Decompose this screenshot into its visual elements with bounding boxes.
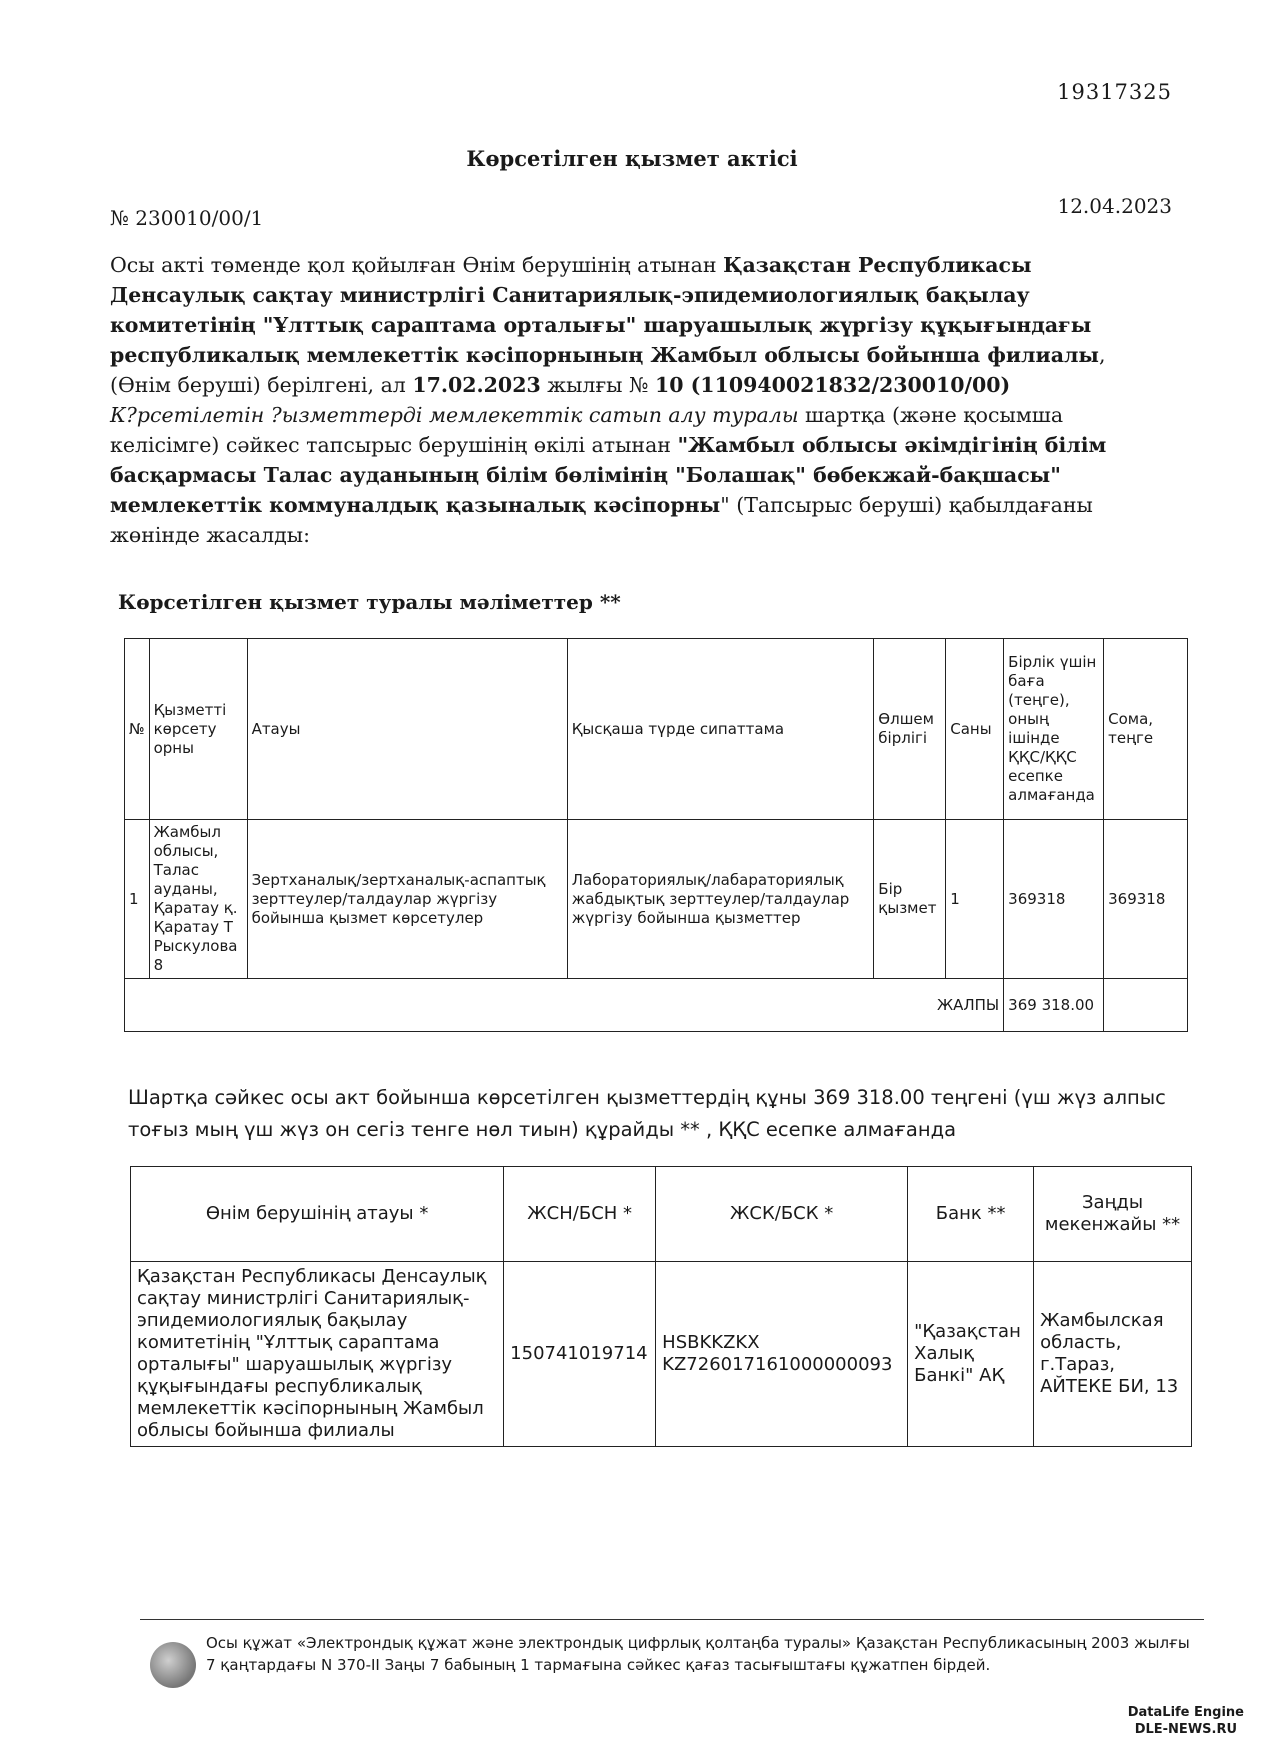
act-number: № 230010/00/1	[110, 206, 264, 230]
col-header-bank: Банк **	[908, 1167, 1034, 1262]
supplier-bank: "Қазақстан Халық Банкі" АҚ	[908, 1262, 1034, 1447]
act-date: 12.04.2023	[1057, 194, 1172, 218]
supplier-bin: 150741019714	[504, 1262, 656, 1447]
watermark-line-2: DLE-NEWS.RU	[1134, 1722, 1238, 1737]
col-header-description: Қысқаша түрде сипаттама	[567, 639, 874, 820]
services-table	[124, 638, 1188, 1032]
table-row	[125, 820, 1188, 979]
supplier-iik: KZ726017161000000093	[662, 1354, 893, 1375]
supplier-bik: HSBKKZKX	[662, 1332, 760, 1353]
col-header-no: №	[125, 639, 150, 820]
row-name: Зертханалық/зертханалық-аспаптық зерттеулер/талдаулар жүргізу бойынша қызмет көрсетулер	[247, 820, 567, 979]
supplier-header-row	[131, 1167, 1192, 1262]
row-no: 1	[125, 820, 150, 979]
col-header-bin: ЖСН/БСН *	[504, 1167, 656, 1262]
intro-text-2: , (Өнім беруші) берілгені, ал	[110, 343, 1106, 397]
col-header-place: Қызметті көрсету орны	[149, 639, 247, 820]
intro-text-4: шартқа (және қосымша келісімге) сәйкес тапсырыс берушінің өкілі атынан	[110, 403, 1064, 457]
intro-text-1: Осы акті төменде қол қойылған Өнім берушінің атынан	[110, 253, 724, 277]
col-header-qty: Саны	[946, 639, 1004, 820]
watermark-line-1: DataLife Engine	[1127, 1705, 1244, 1720]
footer-note: Осы құжат «Электрондық құжат және электрондық цифрлық қолтаңба туралы» Қазақстан Республикасының 2003 жылғы 7 қаңтардағы N 370-II Заңы 7 бабының 1 тармағына сәйкес қағаз тасығыштағы құжатпен бірдей.	[206, 1634, 1190, 1674]
document-id: 19317325	[1057, 80, 1172, 104]
summary-text: Шартқа сәйкес осы акт бойынша көрсетілген қызметтердің құны 369 318.00 теңгені (үш жүз алпыс тоғыз мың үш жүз он сегіз тенге нөл тиын) құрайды ** , ҚҚС есепке алмағанда	[128, 1086, 1166, 1141]
document-title: Көрсетілген қызмет актісі	[466, 146, 798, 171]
total-row	[125, 979, 1188, 1032]
col-header-price: Бірлік үшін баға (теңге), оның ішінде ҚҚС/ҚҚС есепке алмағанда	[1004, 639, 1104, 820]
supplier-name: Қазақстан Республикасы Денсаулық сақтау министрлігі Санитариялық-эпидемиологиялық бақылау комитетінің "Ұлттық сараптама орталығы" шаруашылық жүргізу құқығындағы республикалық мемлекеттік кәсіпорнының Жамбыл облысы бойынша филиалы	[131, 1262, 504, 1447]
intro-text-5: " (Тапсырыс беруші) қабылдағаны жөнінде жасалды:	[110, 493, 1093, 547]
services-header-row	[125, 639, 1188, 820]
col-header-supplier: Өнім берушінің атауы *	[131, 1167, 504, 1262]
seal-icon	[150, 1642, 196, 1688]
col-header-sum: Сома, теңге	[1104, 639, 1188, 820]
contract-subject: К?рсетілетін ?ызметтерді мемлекеттік сатып алу туралы	[110, 403, 799, 427]
col-header-unit: Өлшем бірлігі	[874, 639, 946, 820]
col-header-address: Заңды мекенжайы **	[1034, 1167, 1192, 1262]
col-header-name: Атауы	[247, 639, 567, 820]
row-unit: Бір қызмет	[874, 820, 946, 979]
intro-text-3: жылғы №	[540, 373, 655, 397]
supplier-account	[656, 1262, 908, 1447]
footer-divider	[140, 1619, 1204, 1620]
contract-number: 10 (110940021832/230010/00)	[654, 373, 1011, 397]
table-row	[131, 1262, 1192, 1447]
total-label: ЖАЛПЫ	[125, 979, 1004, 1032]
total-empty	[1104, 979, 1188, 1032]
contract-date: 17.02.2023	[412, 373, 541, 397]
row-price: 369318	[1004, 820, 1104, 979]
customer-name-bold: "Жамбыл облысы әкімдігінің білім басқармасы Талас ауданының білім бөлімінің "Болашақ" бөбекжай-бақшасы" мемлекеттік коммуналдық қазыналық кәсіпорны	[110, 433, 1107, 517]
supplier-name-bold: Қазақстан Республикасы Денсаулық сақтау министрлігі Санитариялық-эпидемиологиялық бақылау комитетінің "Ұлттық сараптама орталығы" шаруашылық жүргізу құқығындағы республикалық мемлекеттік кәсіпорнының Жамбыл облысы бойынша филиалы	[110, 253, 1099, 367]
row-qty: 1	[946, 820, 1004, 979]
col-header-iik: ЖСК/БСК *	[656, 1167, 908, 1262]
row-place: Жамбыл облысы, Талас ауданы, Қаратау қ. Қаратау Т Рыскулова 8	[149, 820, 247, 979]
supplier-table	[130, 1166, 1192, 1447]
watermark	[1128, 1704, 1244, 1738]
intro-paragraph	[110, 250, 1170, 550]
supplier-address: Жамбылская область, г.Тараз, АЙТЕКЕ БИ, 13	[1034, 1262, 1192, 1447]
row-sum: 369318	[1104, 820, 1188, 979]
total-value: 369 318.00	[1004, 979, 1104, 1032]
section-title: Көрсетілген қызмет туралы мәліметтер **	[118, 590, 621, 614]
row-description: Лабораториялық/лабараториялық жабдықтық зерттеулер/талдаулар жүргізу бойынша қызметтер	[567, 820, 874, 979]
